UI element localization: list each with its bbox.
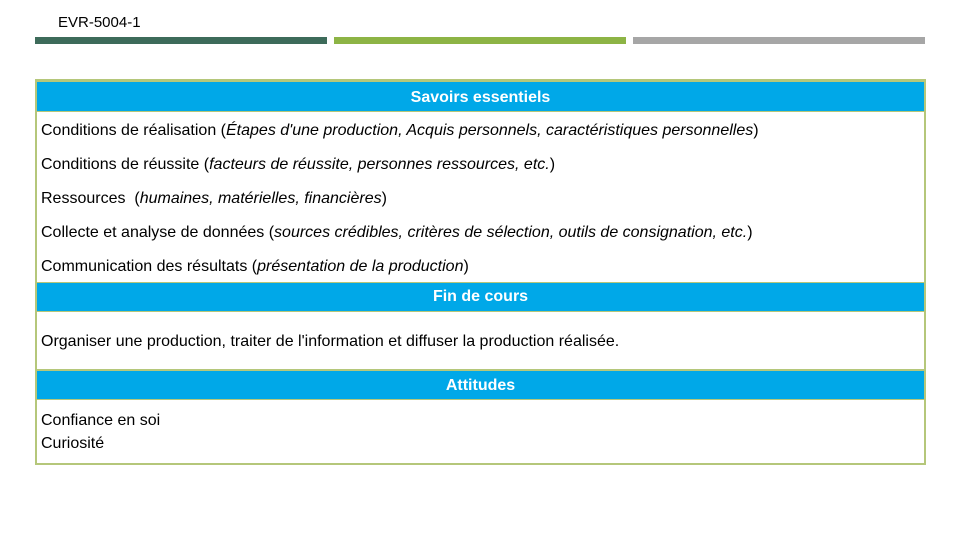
course-content-table [35,79,926,465]
fin-de-cours-text: Organiser une production, traiter de l'information et diffuser la production réalisée. [41,333,620,350]
decorative-bar-gray [633,37,925,44]
savoir-item [41,114,920,148]
header-fin-de-cours: Fin de cours [37,282,924,312]
savoirs-list [41,114,920,284]
savoir-item-end: ) [747,224,753,241]
decorative-bar-light-green [334,37,626,44]
attitudes-list [41,409,920,455]
savoir-item-main: Ressources ( [41,190,140,207]
savoir-item-end: ) [753,122,759,139]
savoir-item-detail: présentation de la production [257,258,464,275]
header-savoirs-essentiels: Savoirs essentiels [37,81,924,112]
savoir-item-main: Collecte et analyse de données ( [41,224,275,241]
attitude-item: Curiosité [41,435,105,452]
savoir-item-detail: humaines, matérielles, financières [139,190,382,207]
savoir-item-main: Conditions de réalisation ( [41,122,226,139]
savoir-item-end: ) [463,258,469,275]
savoir-item-detail: Étapes d'une production, Acquis personnels, caractéristiques personnelles [226,122,754,139]
savoir-item-detail: facteurs de réussite, personnes ressources, etc. [209,156,550,173]
savoir-item [41,182,920,216]
savoir-item-main: Communication des résultats ( [41,258,258,275]
attitude-item: Confiance en soi [41,412,161,429]
savoir-item [41,216,920,250]
savoir-item-end: ) [381,190,387,207]
savoir-item-detail: sources crédibles, critères de sélection, outils de consignation, etc. [274,224,748,241]
header-attitudes: Attitudes [37,370,924,400]
savoir-item [41,148,920,182]
course-code: EVR-5004-1 [58,14,141,31]
decorative-bar-dark-green [35,37,327,44]
savoir-item-end: ) [549,156,556,173]
savoir-item-main: Conditions de réussite ( [41,156,210,173]
savoir-item [41,250,920,284]
